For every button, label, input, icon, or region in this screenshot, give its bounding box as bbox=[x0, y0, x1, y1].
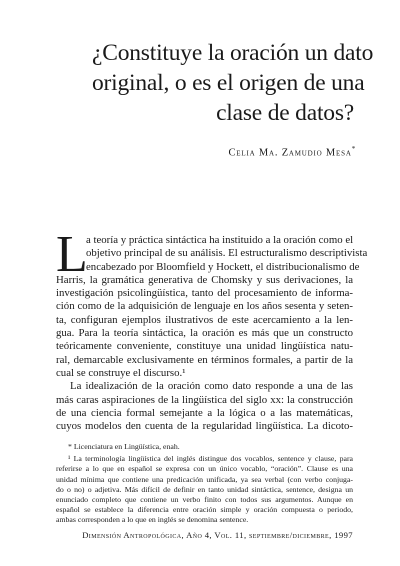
paragraph-1 bbox=[56, 234, 368, 380]
paragraph-2 bbox=[56, 380, 353, 433]
article-title bbox=[92, 38, 374, 128]
body-line: objetivo principal de su análisis. El estructuralismo descriptivista bbox=[86, 247, 368, 260]
body-line: investigación psicolingüística, tanto del procesamiento de informa- bbox=[56, 287, 353, 300]
footnote-line: referirse a lo que en español se expresa con un único vocablo, “oración”. Clause es una bbox=[56, 464, 353, 474]
drop-cap: L bbox=[56, 226, 88, 283]
body-line: ta, configuran ejemplos ilustrativos de este acercamiento a la len- bbox=[56, 313, 353, 326]
footnotes bbox=[56, 442, 353, 528]
title-line: original, o es el origen de una bbox=[92, 70, 365, 96]
body-line: teóricamente conveniente, constituye una unidad lingüística natu- bbox=[56, 340, 353, 353]
body-line: gua. Para la teoría sintáctica, la oración es más que un constructo bbox=[56, 327, 353, 340]
footnote-1 bbox=[56, 454, 353, 525]
body-line: de una ciencia formal semejante a la lógica o a las matemáticas, bbox=[56, 406, 353, 419]
footnote-line: do o no) o adjetiva. Más difícil de definir en tanto unidad sintáctica, sentence, designa un bbox=[56, 484, 353, 494]
footnote-line: ambas corresponden a lo que en inglés se denomina sentence. bbox=[56, 515, 249, 525]
body-line: Harris, la gramática generativa de Chomsky y sus derivaciones, la bbox=[56, 273, 353, 286]
title-line: clase de datos? bbox=[216, 100, 354, 126]
body-line: a teoría y práctica sintáctica ha instituido a la oración como el bbox=[86, 234, 354, 246]
footnote-line: enunciado completo que contiene un verbo finito con todos sus argumentos. Aunque en bbox=[56, 495, 353, 505]
body-line: más caras aspiraciones de la lingüística del siglo xx: la construcción bbox=[56, 393, 353, 406]
footnote-line: ¹ La terminología lingüística del inglés distingue dos vocablos, sentence y clause, para bbox=[68, 454, 353, 464]
title-line: ¿Constituye la oración un dato bbox=[92, 40, 374, 66]
author-footnote-marker: * bbox=[351, 145, 356, 153]
author-byline bbox=[229, 145, 357, 159]
footnote-line: español se establece la diferencia entre oración simple y oración compuesta o periodo, bbox=[56, 505, 353, 515]
body-line: cuyos modelos den cuenta de la regularidad lingüística. La dicoto- bbox=[56, 420, 353, 433]
body-line: cual se construye el discurso.¹ bbox=[56, 366, 186, 379]
body-line: ral, demarcable exclusivamente en términos formales, a partir de la bbox=[56, 353, 353, 366]
footnote-line: unidad mínima que contiene una predicación unificada, ya sea verbal (con verbo conjuga- bbox=[56, 474, 353, 484]
body-line: La idealización de la oración como dato responde a una de las bbox=[70, 380, 353, 393]
author-name: Celia Ma. Zamudio Mesa bbox=[228, 147, 352, 159]
article-body bbox=[56, 234, 368, 433]
body-line: ción como de la adquisición de lenguaje en los años sesenta y seten- bbox=[56, 300, 353, 313]
journal-citation-footer: Dimensión Antropológica, Año 4, Vol. 11, septiembre/diciembre, 1997 bbox=[82, 530, 353, 540]
footnote-affiliation: * Licenciatura en Lingüística, enah. bbox=[68, 442, 180, 451]
body-line: encabezado por Bloomfield y Hockett, el distribucionalismo de bbox=[86, 260, 360, 273]
